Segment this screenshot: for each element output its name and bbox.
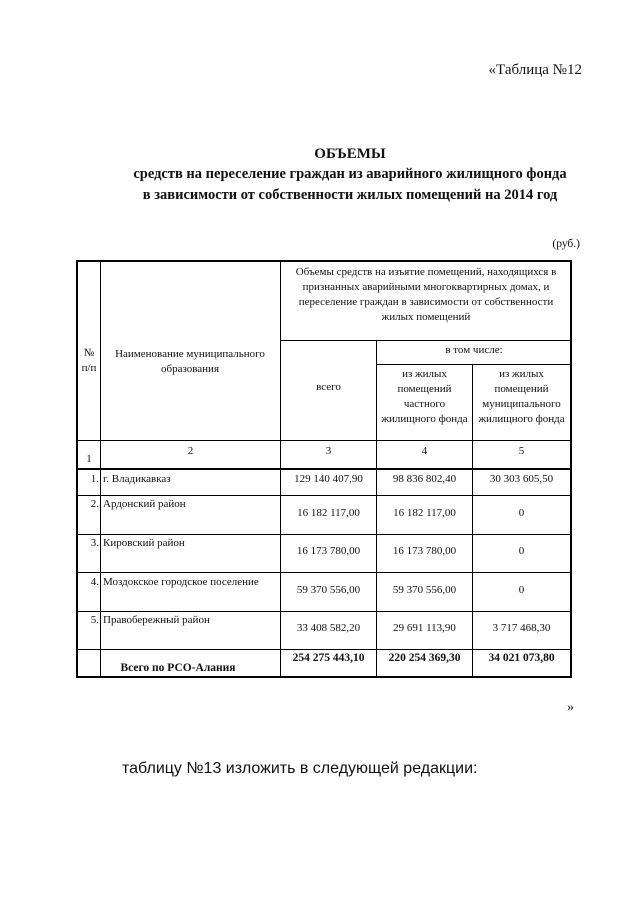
summary-municipal: 34 021 073,80 bbox=[488, 652, 555, 664]
instruction-text: таблицу №13 изложить в следующей редакции: bbox=[122, 760, 478, 777]
row-4-municipal: 0 bbox=[518, 584, 525, 596]
header-total: всего bbox=[316, 381, 341, 393]
row-2-bottom-line bbox=[76, 534, 572, 535]
row-2-name: Ардонский район bbox=[103, 498, 186, 510]
row-5-total: 33 408 582,20 bbox=[296, 622, 361, 634]
table-border-bottom bbox=[76, 676, 572, 678]
row-1-municipal: 30 303 605,50 bbox=[489, 473, 554, 485]
header-divider-volumes bbox=[280, 340, 572, 341]
row-5-bottom-line bbox=[76, 649, 572, 650]
header-name-line-2: образования bbox=[160, 363, 220, 375]
row-3-name: Кировский район bbox=[103, 537, 185, 549]
row-2-total: 16 182 117,00 bbox=[297, 507, 360, 519]
currency-unit-note: (руб.) bbox=[552, 238, 580, 250]
row-4-total: 59 370 556,00 bbox=[296, 584, 361, 596]
document-title: ОБЪЕМЫ bbox=[314, 146, 386, 162]
summary-label: Всего по РСО-Алания bbox=[120, 662, 236, 674]
header-name bbox=[102, 347, 278, 377]
header-municipal-fund bbox=[473, 367, 570, 427]
header-num-line-1: № bbox=[83, 347, 95, 359]
header-private-line-3: частного bbox=[403, 398, 446, 410]
header-including: в том числе: bbox=[445, 344, 503, 356]
col-number-4: 4 bbox=[421, 445, 428, 457]
table-reference: «Таблица №12 bbox=[488, 62, 582, 78]
row-2-municipal: 0 bbox=[518, 507, 525, 519]
header-private-line-2: помещений bbox=[397, 383, 452, 395]
row-2-num: 2. bbox=[90, 498, 99, 510]
table-border-top bbox=[76, 260, 572, 262]
column-numbers-bottom-line bbox=[76, 468, 572, 470]
header-volumes-line-4: жилых помещений bbox=[381, 311, 471, 323]
header-private-fund bbox=[377, 367, 472, 427]
row-4-bottom-line bbox=[76, 611, 572, 612]
closing-quote: » bbox=[567, 700, 574, 715]
header-municipal-line-1: из жилых bbox=[499, 368, 544, 380]
row-1-private: 98 836 802,40 bbox=[392, 473, 457, 485]
row-5-num: 5. bbox=[90, 614, 99, 626]
summary-total: 254 275 443,10 bbox=[292, 652, 365, 664]
row-3-num: 3. bbox=[90, 537, 99, 549]
header-num bbox=[78, 346, 100, 376]
row-1-num: 1. bbox=[90, 473, 99, 485]
row-4-name: Моздокское городское поселение bbox=[103, 576, 259, 588]
header-private-line-1: из жилых bbox=[402, 368, 447, 380]
col-number-1: 1 bbox=[86, 453, 92, 465]
row-4-num: 4. bbox=[90, 576, 99, 588]
row-1-total: 129 140 407,90 bbox=[294, 473, 363, 485]
header-divider-including bbox=[376, 364, 572, 365]
document-subtitle-line-2: в зависимости от собственности жилых помещений на 2014 год bbox=[142, 187, 558, 203]
row-1-name: г. Владикавказ bbox=[103, 473, 171, 485]
header-municipal-line-3: муниципального bbox=[482, 398, 561, 410]
document-subtitle-line-1: средств на переселение граждан из аварийного жилищного фонда bbox=[133, 166, 567, 182]
row-5-name: Правобережный район bbox=[103, 614, 210, 626]
funding-table bbox=[76, 260, 572, 678]
row-3-total: 16 173 780,00 bbox=[296, 545, 361, 557]
row-5-private: 29 691 113,90 bbox=[393, 622, 456, 634]
header-volumes-line-2: признанных аварийными многоквартирных домах, и bbox=[302, 281, 550, 293]
header-municipal-line-4: жилищного фонда bbox=[478, 413, 565, 425]
col-number-3: 3 bbox=[325, 445, 332, 457]
col-number-2: 2 bbox=[187, 445, 194, 457]
summary-private: 220 254 369,30 bbox=[388, 652, 461, 664]
header-volumes bbox=[281, 265, 571, 325]
header-volumes-line-3: переселение граждан в зависимости от собственности bbox=[298, 296, 554, 308]
row-4-private: 59 370 556,00 bbox=[392, 584, 457, 596]
header-num-line-2: п/п bbox=[81, 362, 97, 374]
row-3-private: 16 173 780,00 bbox=[392, 545, 457, 557]
header-private-line-4: жилищного фонда bbox=[381, 413, 468, 425]
row-2-private: 16 182 117,00 bbox=[393, 507, 456, 519]
row-5-municipal: 3 717 468,30 bbox=[492, 622, 551, 634]
row-3-municipal: 0 bbox=[518, 545, 525, 557]
header-volumes-line-1: Объемы средств на изъятие помещений, находящихся в bbox=[295, 266, 557, 278]
header-bottom-line bbox=[76, 440, 572, 441]
header-name-line-1: Наименование муниципального bbox=[115, 348, 265, 360]
row-3-bottom-line bbox=[76, 572, 572, 573]
col-number-5: 5 bbox=[518, 445, 525, 457]
header-municipal-line-2: помещений bbox=[494, 383, 549, 395]
row-1-bottom-line bbox=[76, 495, 572, 496]
